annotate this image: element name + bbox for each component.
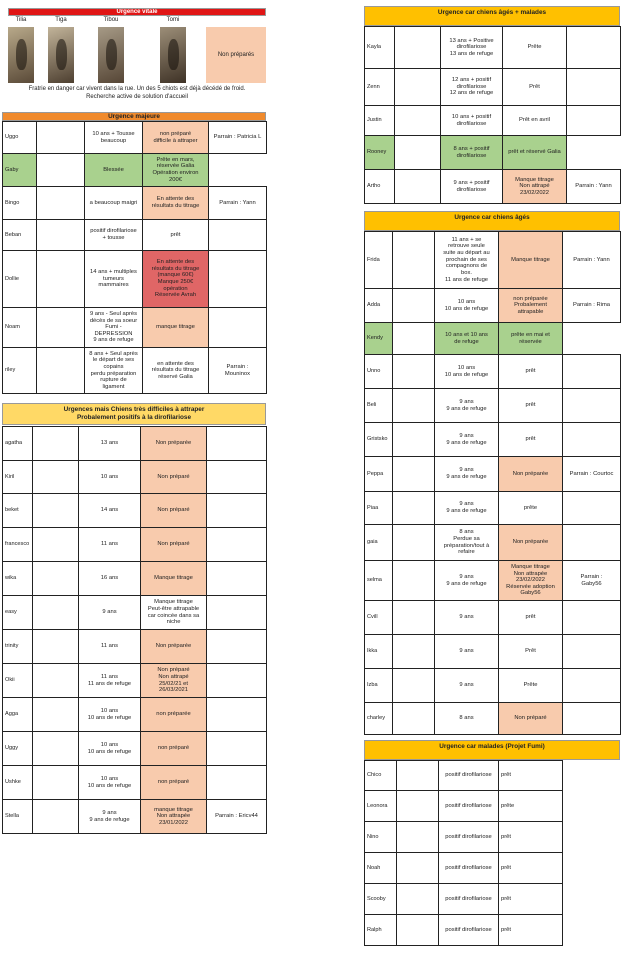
status-cell: prêt [499, 423, 563, 457]
dog-photo-cell [393, 601, 435, 635]
dog-info: 10 ans + Tousse beaucoup [85, 122, 143, 154]
parrain-cell [563, 703, 621, 735]
parrain-cell [209, 251, 267, 308]
parrain-cell [563, 355, 621, 389]
dog-name: Peppa [365, 457, 393, 492]
parrain-cell [563, 669, 621, 703]
dog-name-label: Tibou [103, 17, 119, 23]
dog-name: Dollie [3, 251, 37, 308]
dog-name: Gaby [3, 154, 37, 187]
table-row [365, 884, 563, 915]
status-cell: Non préparée [499, 525, 563, 561]
dog-info: 9 ans [435, 601, 499, 635]
status-cell: prêt [499, 853, 563, 884]
table-row [3, 220, 267, 251]
status-cell: non préparé difficile à attraper [143, 122, 209, 154]
dog-photo-cell [33, 596, 79, 630]
table-row [3, 154, 267, 187]
parrain-cell: Parrain : Yann [567, 170, 621, 204]
dog-info: 9 ans 9 ans de refuge [435, 457, 499, 492]
dog-photo-cell [393, 289, 435, 323]
status-cell: non préparé [141, 766, 207, 800]
table-row [3, 251, 267, 308]
dog-name: Adda [365, 289, 393, 323]
dog-photo-cell [33, 494, 79, 528]
parrain-cell [563, 635, 621, 669]
table-row [365, 355, 621, 389]
status-cell: prêt [143, 220, 209, 251]
status-cell: Non préparée [141, 427, 207, 461]
table-row [365, 323, 621, 355]
dog-name: Bingo [3, 187, 37, 220]
parrain-cell: Parrain : Yann [209, 187, 267, 220]
status-cell: prête en mai et réservée [499, 323, 563, 355]
dog-photo-cell [393, 492, 435, 525]
dog-info: Blessée [85, 154, 143, 187]
table-row [365, 27, 621, 69]
table-row [3, 348, 267, 394]
dog-photo [98, 27, 124, 83]
table-row [3, 562, 267, 596]
status-cell: Manque titrage Peut-être attrapable car coincée dans sa niche [141, 596, 207, 630]
dog-info: 10 ans 10 ans de refuge [435, 355, 499, 389]
status-cell: prêt [499, 915, 563, 946]
parrain-cell [209, 154, 267, 187]
dog-info: 10 ans [79, 461, 141, 494]
parrain-cell: Parrain : Courtoc [563, 457, 621, 492]
dog-info: 13 ans [79, 427, 141, 461]
status-cell: Non préparé Non attrapé 25/02/21 et 26/03/2021 [141, 664, 207, 698]
status-cell: non préparée [141, 698, 207, 732]
table-row [365, 170, 621, 204]
dog-photo-cell [393, 669, 435, 703]
status-cell: Manque titrage [499, 232, 563, 289]
dog-info: 9 ans [435, 635, 499, 669]
dog-name-label: Tiga [55, 17, 67, 23]
parrain-cell [207, 766, 267, 800]
table-row [365, 106, 621, 136]
dog-name: beket [3, 494, 33, 528]
table-row [365, 601, 621, 635]
dog-info: 9 ans [79, 596, 141, 630]
section-title-urgence-majeure: Urgence majeure [2, 112, 266, 121]
dog-photo-cell [33, 664, 79, 698]
parrain-cell [207, 732, 267, 766]
dog-info: positif dirofilariose [439, 822, 499, 853]
section-title-ages-malades: Urgence car chiens âgés + malades [364, 6, 620, 26]
dog-name: selma [365, 561, 393, 601]
dog-photo-cell [397, 761, 439, 791]
dog-info: 10 ans et 10 ans de refuge [435, 323, 499, 355]
dog-name: trinity [3, 630, 33, 664]
table-row [365, 457, 621, 492]
dog-photo-cell [397, 884, 439, 915]
dog-photo-cell [33, 562, 79, 596]
dog-name: Scooby [365, 884, 397, 915]
dog-info: 13 ans + Positive dirofilariose 13 ans de refuge [441, 27, 503, 69]
dog-photo [8, 27, 34, 83]
status-cell: prêt [499, 884, 563, 915]
table-row [365, 635, 621, 669]
dog-photo-cell [395, 170, 441, 204]
table-row [3, 732, 267, 766]
dog-name: Artho [365, 170, 395, 204]
malades-table [364, 760, 563, 946]
dog-photo-cell [393, 355, 435, 389]
dog-photo-cell [395, 136, 441, 170]
dog-name: Piaa [365, 492, 393, 525]
parrain-cell [563, 601, 621, 635]
dog-info: 9 ans + positif dirofilariose [441, 170, 503, 204]
table-row [365, 423, 621, 457]
parrain-cell [207, 630, 267, 664]
table-row [365, 492, 621, 525]
dog-photo-cell [393, 423, 435, 457]
status-cell: Manque titrage Non attrapée 23/02/2022 Réservée adoption Gaby56 [499, 561, 563, 601]
dog-name: Ikka [365, 635, 393, 669]
parrain-cell: Parrain : Ericv44 [207, 800, 267, 834]
dog-info: 9 ans 9 ans de refuge [435, 423, 499, 457]
dog-photo-cell [393, 561, 435, 601]
difficiles-table [2, 426, 267, 834]
dog-photo-cell [393, 389, 435, 423]
dog-name: Justin [365, 106, 395, 136]
parrain-cell: Parrain : Yann [563, 232, 621, 289]
status-cell: manque titrage Non attrapée 23/01/2022 [141, 800, 207, 834]
status-cell: Non préparés [206, 27, 266, 83]
table-row [3, 461, 267, 494]
dog-name: Rooney [365, 136, 395, 170]
dog-name: Uggy [3, 732, 33, 766]
dog-photo-cell [37, 251, 85, 308]
status-cell: Non préparé [141, 528, 207, 562]
dog-name: Cvill [365, 601, 393, 635]
dog-info: 10 ans 10 ans de refuge [79, 698, 141, 732]
parrain-cell [567, 69, 621, 106]
dog-info: positif dirofilariose [439, 761, 499, 791]
table-row [3, 308, 267, 348]
status-cell: prête [499, 492, 563, 525]
status-cell: prêt [499, 601, 563, 635]
dog-info: 9 ans 9 ans de refuge [435, 492, 499, 525]
parrain-cell [207, 528, 267, 562]
dog-name: francesco [3, 528, 33, 562]
dog-info: positif dirofilariose [439, 853, 499, 884]
dog-name: agatha [3, 427, 33, 461]
table-row [365, 915, 563, 946]
dog-name: Zenn [365, 69, 395, 106]
ages-malades-table [364, 26, 621, 204]
status-cell: en attente des résultats du titrage réservé Galia [143, 348, 209, 394]
status-cell: Prête [503, 27, 567, 69]
vitale-note: Fratrie en danger car vivent dans la rue. Un des 5 chiots est déjà décédé de froid. Recherche active de solution d'accueil [28, 86, 246, 100]
dog-info: 8 ans + positif dirofilariose [441, 136, 503, 170]
dog-name: Unno [365, 355, 393, 389]
parrain-cell: Parrain : Mouninox [209, 348, 267, 394]
dog-photo-cell [33, 427, 79, 461]
parrain-cell [567, 27, 621, 69]
table-row [365, 525, 621, 561]
dog-info: 12 ans + positif dirofilariose 12 ans de refuge [441, 69, 503, 106]
dog-name: charley [365, 703, 393, 735]
dog-name: easy [3, 596, 33, 630]
status-cell: prêt [499, 389, 563, 423]
dog-info: 14 ans + multiples tumeurs mammaires [85, 251, 143, 308]
status-cell: Manque titrage [141, 562, 207, 596]
table-row [3, 698, 267, 732]
parrain-cell [563, 525, 621, 561]
parrain-cell [563, 323, 621, 355]
status-cell: Prêt [499, 635, 563, 669]
parrain-cell: Parrain : Rima [563, 289, 621, 323]
status-cell: Prête en mars, réservée Galia Opération environ 200€ [143, 154, 209, 187]
dog-info: 14 ans [79, 494, 141, 528]
dog-photo-cell [397, 822, 439, 853]
parrain-cell [209, 220, 267, 251]
table-row [3, 494, 267, 528]
dog-name: Izba [365, 669, 393, 703]
table-row [3, 800, 267, 834]
dog-info: positif dirofilariose [439, 884, 499, 915]
table-row [365, 289, 621, 323]
status-cell: Manque titrage Non attrapé 23/02/2022 [503, 170, 567, 204]
dog-photo-cell [33, 732, 79, 766]
dog-info: a beaucoup maigri [85, 187, 143, 220]
status-cell: Non préparé [499, 703, 563, 735]
table-row [365, 853, 563, 884]
dog-photo-cell [393, 635, 435, 669]
dog-info: 11 ans 11 ans de refuge [79, 664, 141, 698]
parrain-cell [209, 308, 267, 348]
dog-info: 11 ans [79, 630, 141, 664]
parrain-cell: Parrain : Gaby56 [563, 561, 621, 601]
table-row [365, 703, 621, 735]
dog-name: Uggo [3, 122, 37, 154]
ages-table [364, 231, 621, 735]
dog-name: Kayla [365, 27, 395, 69]
parrain-cell [207, 562, 267, 596]
dog-photo-cell [33, 698, 79, 732]
status-cell: Non préparée [141, 630, 207, 664]
table-row [3, 664, 267, 698]
status-cell: Non préparée [499, 457, 563, 492]
dog-info: 10 ans 10 ans de refuge [435, 289, 499, 323]
parrain-cell [207, 494, 267, 528]
dog-info: 10 ans + positif dirofilariose [441, 106, 503, 136]
section-title-urgence-vitale: Urgence vitale [8, 8, 266, 16]
dog-name: Okii [3, 664, 33, 698]
dog-info: 8 ans Perdue sa préparation/tout à refaire [435, 525, 499, 561]
dog-info: 11 ans + se retrouve seule suite au départ au prochain de ses compagnons de box. 11 ans de refuge [435, 232, 499, 289]
dog-photo-cell [395, 69, 441, 106]
dog-info: 11 ans [79, 528, 141, 562]
dog-name: Frida [365, 232, 393, 289]
parrain-cell [567, 136, 621, 170]
table-row [365, 389, 621, 423]
status-cell: Prête [499, 669, 563, 703]
table-row [365, 761, 563, 791]
status-cell: non préparé [141, 732, 207, 766]
status-cell: prêt [499, 822, 563, 853]
section-title-malades: Urgence car malades (Projet Fumi) [364, 740, 620, 760]
parrain-cell [207, 698, 267, 732]
dog-name: wika [3, 562, 33, 596]
status-cell: prêt [499, 761, 563, 791]
dog-photo-cell [397, 853, 439, 884]
section-title-ages: Urgence car chiens âgés [364, 211, 620, 231]
table-row [3, 122, 267, 154]
dog-photo-cell [33, 800, 79, 834]
status-cell: prête [499, 791, 563, 822]
dog-name: Beli [365, 389, 393, 423]
table-row [3, 187, 267, 220]
table-row [365, 791, 563, 822]
dog-info: positif dirofilariose [439, 791, 499, 822]
dog-photo-cell [37, 348, 85, 394]
parrain-cell [207, 596, 267, 630]
table-row [3, 630, 267, 664]
parrain-cell [207, 461, 267, 494]
parrain-cell [207, 664, 267, 698]
dog-name-label: Tilia [15, 17, 27, 23]
dog-info: 10 ans 10 ans de refuge [79, 732, 141, 766]
dog-info: 9 ans 9 ans de refuge [435, 389, 499, 423]
parrain-cell: Parrain : Patricia L [209, 122, 267, 154]
dog-photo-cell [33, 461, 79, 494]
dog-photo-cell [37, 187, 85, 220]
status-cell: Prêt [503, 69, 567, 106]
dog-info: 9 ans 9 ans de refuge [435, 561, 499, 601]
dog-photo-cell [393, 703, 435, 735]
dog-photo [160, 27, 186, 83]
dog-info: 9 ans [435, 669, 499, 703]
dog-photo-cell [393, 232, 435, 289]
table-row [3, 427, 267, 461]
section-title-difficiles: Urgences mais Chiens très difficiles à attraper Probalement positifs à la dirofilariose [2, 403, 266, 425]
dog-name: Noah [365, 853, 397, 884]
dog-name: Kendy [365, 323, 393, 355]
table-row [365, 69, 621, 106]
table-row [365, 669, 621, 703]
table-row [3, 528, 267, 562]
status-cell: Non préparé [141, 494, 207, 528]
dog-name: Gristsko [365, 423, 393, 457]
dog-photo-cell [395, 27, 441, 69]
dog-info: 8 ans + Seul après le départ de ses copains perdu préparation rupture de ligament [85, 348, 143, 394]
status-cell: Non préparé [141, 461, 207, 494]
status-cell: En attente des résultats du titrage [143, 187, 209, 220]
dog-photo-cell [397, 791, 439, 822]
status-cell: manque titrage [143, 308, 209, 348]
dog-photo-cell [37, 154, 85, 187]
dog-info: positif dirofilariose + tousse [85, 220, 143, 251]
dog-photo-cell [33, 766, 79, 800]
status-cell: prêt et réservé Galia [503, 136, 567, 170]
dog-photo-cell [33, 630, 79, 664]
dog-info: 10 ans 10 ans de refuge [79, 766, 141, 800]
dog-photo-cell [393, 323, 435, 355]
status-cell: Prêt en avril [503, 106, 567, 136]
dog-name: Ralph [365, 915, 397, 946]
dog-photo-cell [37, 220, 85, 251]
status-cell: non préparée Probalement attrapable [499, 289, 563, 323]
parrain-cell [563, 389, 621, 423]
dog-name: gaia [365, 525, 393, 561]
dog-name: Stella [3, 800, 33, 834]
dog-info: positif dirofilariose [439, 915, 499, 946]
parrain-cell [567, 106, 621, 136]
dog-name: Chico [365, 761, 397, 791]
status-cell: En attente des résultats du titrage (manque 60€) Manque 250€ opération Réservée Avrah [143, 251, 209, 308]
dog-info: 9 ans - Seul après décès de sa soeur Fumi - DEPRESSION 9 ans de refuge [85, 308, 143, 348]
table-row [365, 136, 621, 170]
dog-name: riley [3, 348, 37, 394]
table-row [3, 596, 267, 630]
dog-name: Ushke [3, 766, 33, 800]
dog-name: Kiril [3, 461, 33, 494]
table-row [365, 561, 621, 601]
dog-info: 8 ans [435, 703, 499, 735]
table-row [365, 232, 621, 289]
dog-photo-cell [393, 525, 435, 561]
dog-name: Beban [3, 220, 37, 251]
table-row [3, 766, 267, 800]
dog-name: Leonora [365, 791, 397, 822]
dog-photo-cell [397, 915, 439, 946]
status-cell: prêt [499, 355, 563, 389]
dog-info: 16 ans [79, 562, 141, 596]
dog-photo-cell [33, 528, 79, 562]
dog-name: Nino [365, 822, 397, 853]
table-row [365, 822, 563, 853]
dog-info: 9 ans 9 ans de refuge [79, 800, 141, 834]
dog-name-label: Tomi [166, 17, 180, 23]
urgence-majeure-table [2, 121, 267, 394]
dog-photo [48, 27, 74, 83]
parrain-cell [207, 427, 267, 461]
parrain-cell [563, 492, 621, 525]
parrain-cell [563, 423, 621, 457]
dog-photo-cell [395, 106, 441, 136]
dog-name: Noam [3, 308, 37, 348]
dog-name: Agga [3, 698, 33, 732]
dog-photo-cell [393, 457, 435, 492]
dog-photo-cell [37, 122, 85, 154]
dog-photo-cell [37, 308, 85, 348]
